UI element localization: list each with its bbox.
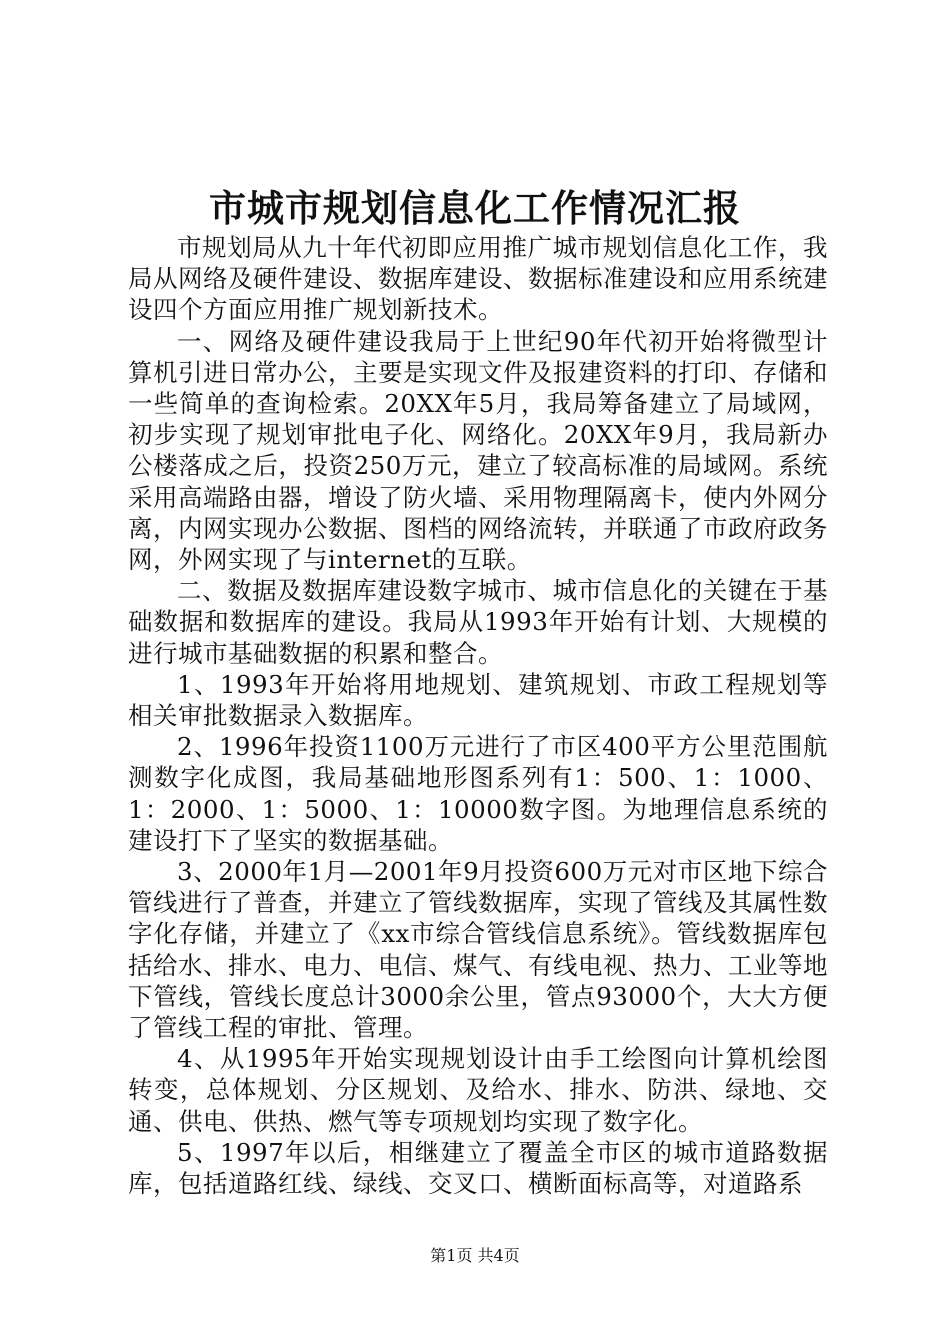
- document-body: [128, 232, 828, 1199]
- paragraph-intro: 市规划局从九十年代初即应用推广城市规划信息化工作，我局从网络及硬件建设、数据库建设、数据标准建设和应用系统建设四个方面应用推广规划新技术。: [128, 233, 828, 325]
- paragraph-data-database: 二、数据及数据库建设数字城市、城市信息化的关键在于基础数据和数据库的建设。我局从1993年开始有计划、大规模的进行城市基础数据的积累和整合。: [128, 576, 828, 668]
- document-title: 市城市规划信息化工作情况汇报: [209, 186, 741, 230]
- paragraph-network-hardware: 一、网络及硬件建设我局于上世纪90年代初开始将微型计算机引进日常办公，主要是实现文件及报建资料的打印、存储和一些简单的查询检索。20XX年5月，我局筹备建立了局域网，初步实现了规划审批电子化、网络化。20XX年9月，我局新办公楼落成之后，投资250万元，建立了较高标准的局域网。系统采用高端路由器，增设了防火墙、采用物理隔离卡，使内外网分离，内网实现办公数据、图档的网络流转，并联通了市政府政务网，外网实现了与internet的互联。: [128, 326, 828, 575]
- paragraph-item-2: 2、1996年投资1100万元进行了市区400平方公里范围航测数字化成图，我局基础地形图系列有1：500、1：1000、1：2000、1：5000、1：10000数字图。为地理信息系统的建设打下了坚实的数据基础。: [128, 732, 828, 855]
- paragraph-item-1: 1、1993年开始将用地规划、建筑规划、市政工程规划等相关审批数据录入数据库。: [128, 669, 828, 731]
- page-footer: 第1页 共4页: [430, 1246, 520, 1265]
- paragraph-item-3: 3、2000年1月—2001年9月投资600万元对市区地下综合管线进行了普查，并建立了管线数据库，实现了管线及其属性数字化存储，并建立了《xx市综合管线信息系统》。管线数据库包括给水、排水、电力、电信、煤气、有线电视、热力、工业等地下管线，管线长度总计3000余公里，管点93000个，大大方便了管线工程的审批、管理。: [128, 857, 828, 1043]
- paragraph-item-4: 4、从1995年开始实现规划设计由手工绘图向计算机绘图转变，总体规划、分区规划、及给水、排水、防洪、绿地、交通、供电、供热、燃气等专项规划均实现了数字化。: [128, 1044, 828, 1136]
- paragraph-item-5: 5、1997年以后，相继建立了覆盖全市区的城市道路数据库，包括道路红线、绿线、交叉口、横断面标高等，对道路系: [128, 1137, 828, 1199]
